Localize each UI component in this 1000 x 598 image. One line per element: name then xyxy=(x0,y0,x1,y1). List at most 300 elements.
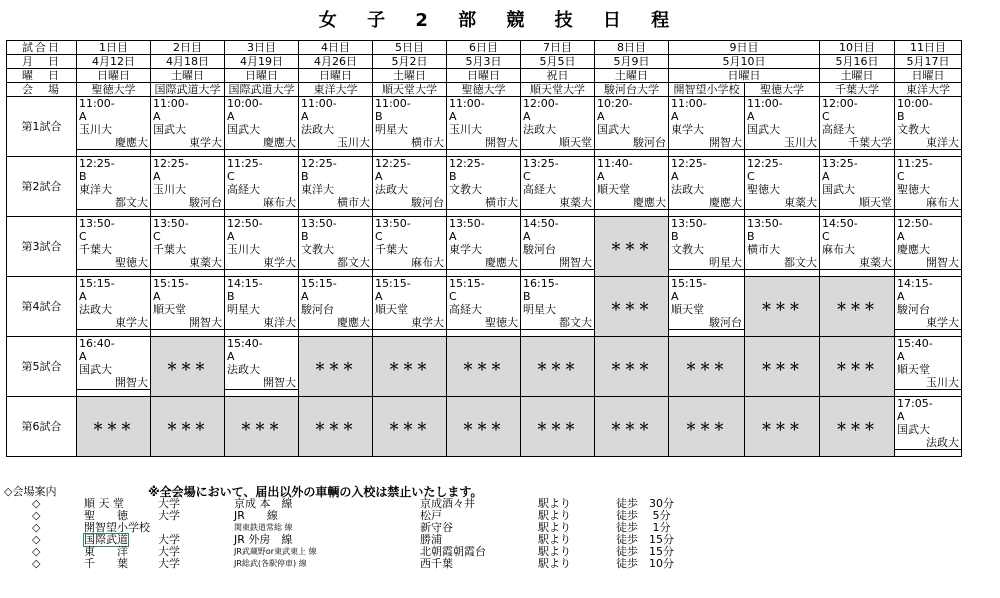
match-court: A xyxy=(375,170,383,183)
no-match-cell: ＊＊＊ xyxy=(151,337,225,397)
match-t1: 国武大 xyxy=(227,123,260,136)
weekday-cell: 日曜日 xyxy=(447,69,521,83)
no-match-cell: ＊＊＊ xyxy=(669,397,745,457)
venue-guide-mark: ◇ xyxy=(32,545,41,558)
match-cell xyxy=(225,97,299,157)
match-t1: 高経大 xyxy=(822,123,855,136)
match-day-cell: 9日目 xyxy=(669,41,820,55)
match-court: B xyxy=(301,230,309,243)
match-cell xyxy=(299,217,373,277)
match-t1: 国武大 xyxy=(822,183,855,196)
match-day-cell: 7日目 xyxy=(521,41,595,55)
match-time: 15:15- xyxy=(153,277,189,290)
match-t2: 開智大 xyxy=(895,256,961,270)
match-t2: 玉川大 xyxy=(895,376,961,390)
match-t2: 東学大 xyxy=(225,256,298,270)
date-cell: 5月10日 xyxy=(669,55,820,69)
match-cell xyxy=(77,277,151,337)
no-match-cell: ＊＊＊ xyxy=(595,337,669,397)
round-label: 第1試合 xyxy=(7,97,77,157)
venue-guide-from: 駅より xyxy=(538,533,571,546)
no-match-cell: ＊＊＊ xyxy=(299,397,373,457)
match-t1: 明星大 xyxy=(523,303,556,316)
match-cell xyxy=(521,277,595,337)
match-time: 10:00- xyxy=(227,97,263,110)
venue-guide-heading: ◇会場案内 xyxy=(4,485,57,498)
no-match-cell: ＊＊＊ xyxy=(820,337,895,397)
match-time: 12:50- xyxy=(227,217,263,230)
no-match-cell: ＊＊＊ xyxy=(820,397,895,457)
match-t1: 高経大 xyxy=(523,183,556,196)
venue-guide-walk: 徒歩 30分 xyxy=(616,497,674,510)
match-cell xyxy=(447,217,521,277)
match-time: 13:25- xyxy=(523,157,559,170)
match-time: 10:20- xyxy=(597,97,633,110)
match-cell xyxy=(373,157,447,217)
venue-guide-station: 松戸 xyxy=(420,509,442,522)
match-time: 13:50- xyxy=(747,217,783,230)
match-t2: 東学大 xyxy=(151,136,224,150)
match-cell xyxy=(151,277,225,337)
match-court: B xyxy=(449,170,457,183)
match-t1: 玉川大 xyxy=(153,183,186,196)
match-time: 11:00- xyxy=(747,97,783,110)
match-time: 13:50- xyxy=(671,217,707,230)
match-t2: 横市大 xyxy=(447,196,520,210)
match-t1: 横市大 xyxy=(747,243,780,256)
match-t1: 文教大 xyxy=(301,243,334,256)
match-t1: 聖徳大 xyxy=(897,183,930,196)
venue-guide-station: 西千葉 xyxy=(420,557,453,570)
venue-guide-line: JR 外房 線 xyxy=(234,533,293,546)
match-t2: 東薬大 xyxy=(820,256,894,270)
match-court: C xyxy=(523,170,531,183)
round-label: 第3試合 xyxy=(7,217,77,277)
match-t1: 玉川大 xyxy=(79,123,112,136)
date-cell: 5月16日 xyxy=(820,55,895,69)
match-cell xyxy=(669,277,745,337)
venue-guide-walk: 徒歩 15分 xyxy=(616,545,674,558)
match-t1: 東洋大 xyxy=(79,183,112,196)
venue-guide-from: 駅より xyxy=(538,545,571,558)
match-court: B xyxy=(747,230,755,243)
match-t2: 都文大 xyxy=(299,256,372,270)
match-t2: 慶應大 xyxy=(595,196,668,210)
match-cell xyxy=(77,97,151,157)
match-time: 16:15- xyxy=(523,277,559,290)
match-cell xyxy=(77,157,151,217)
match-time: 15:15- xyxy=(301,277,337,290)
match-court: C xyxy=(449,290,457,303)
venue-guide-station: 北朝霞朝霞台 xyxy=(420,545,486,558)
match-t1: 千葉大 xyxy=(79,243,112,256)
venue-guide-line: 関東鉄道常総 線 xyxy=(234,523,293,532)
venue-cell: 聖徳大学 xyxy=(447,83,521,97)
match-day-cell: 3日目 xyxy=(225,41,299,55)
match-court: A xyxy=(227,230,235,243)
match-court: A xyxy=(79,350,87,363)
match-t2: 開智大 xyxy=(151,316,224,330)
header-row-weekday xyxy=(7,69,962,83)
match-t1: 玉川大 xyxy=(227,243,260,256)
match-cell xyxy=(820,217,895,277)
venue-guide-mark: ◇ xyxy=(32,509,41,522)
match-time: 12:25- xyxy=(79,157,115,170)
match-cell xyxy=(447,157,521,217)
venue-cell: 東洋大学 xyxy=(895,83,962,97)
match-time: 12:00- xyxy=(523,97,559,110)
match-time: 15:15- xyxy=(671,277,707,290)
match-t2: 開智大 xyxy=(447,136,520,150)
match-t1: 順天堂 xyxy=(375,303,408,316)
match-court: A xyxy=(897,230,905,243)
date-cell: 4月18日 xyxy=(151,55,225,69)
venue-guide-line: JR総武(各駅停車) 線 xyxy=(234,559,307,568)
venue-guide-uni: 大学 xyxy=(158,533,180,546)
match-t2: 順天堂 xyxy=(521,136,594,150)
weekday-cell: 土曜日 xyxy=(595,69,669,83)
match-cell xyxy=(299,277,373,337)
weekday-cell: 日曜日 xyxy=(299,69,373,83)
no-match-cell: ＊＊＊ xyxy=(299,337,373,397)
match-cell xyxy=(669,157,745,217)
match-time: 10:00- xyxy=(897,97,933,110)
weekday-cell: 日曜日 xyxy=(225,69,299,83)
match-t2: 横市大 xyxy=(299,196,372,210)
match-court: A xyxy=(153,170,161,183)
round-row xyxy=(7,337,962,397)
match-t2: 明星大 xyxy=(669,256,744,270)
match-court: A xyxy=(597,170,605,183)
match-t1: 千葉大 xyxy=(153,243,186,256)
match-cell xyxy=(299,97,373,157)
match-t1: 順天堂 xyxy=(897,363,930,376)
no-match-cell: ＊＊＊ xyxy=(373,337,447,397)
match-t1: 聖徳大 xyxy=(747,183,780,196)
match-cell xyxy=(151,157,225,217)
match-time: 13:50- xyxy=(301,217,337,230)
match-court: A xyxy=(449,230,457,243)
match-t1: 順天堂 xyxy=(597,183,630,196)
match-t1: 高経大 xyxy=(449,303,482,316)
no-match-cell: ＊＊＊ xyxy=(669,337,745,397)
venue-guide-row xyxy=(4,558,704,570)
no-match-cell: ＊＊＊ xyxy=(745,337,820,397)
venue-cell: 順天堂大学 xyxy=(373,83,447,97)
header-label: 会 場 xyxy=(7,83,77,97)
venue-guide-mark: ◇ xyxy=(32,497,41,510)
match-t2: 横市大 xyxy=(373,136,446,150)
no-match-cell: ＊＊＊ xyxy=(595,217,669,277)
venue-guide-mark: ◇ xyxy=(32,533,41,546)
page-title: 女 子 2 部 競 技 日 程 xyxy=(318,10,682,31)
match-time: 11:00- xyxy=(301,97,337,110)
match-cell xyxy=(745,157,820,217)
match-court: B xyxy=(375,110,383,123)
match-cell xyxy=(521,157,595,217)
match-cell xyxy=(595,97,669,157)
match-t1: 麻布大 xyxy=(822,243,855,256)
match-court: A xyxy=(523,230,531,243)
match-cell xyxy=(595,157,669,217)
match-t2: 東学大 xyxy=(895,316,961,330)
date-cell: 4月12日 xyxy=(77,55,151,69)
match-time: 11:25- xyxy=(897,157,933,170)
venue-guide-name: 東 洋 xyxy=(84,545,128,558)
match-court: C xyxy=(79,230,87,243)
header-row-match-day xyxy=(7,41,962,55)
no-match-cell: ＊＊＊ xyxy=(447,337,521,397)
header-row-venue xyxy=(7,83,962,97)
date-cell: 5月17日 xyxy=(895,55,962,69)
no-match-cell: ＊＊＊ xyxy=(151,397,225,457)
match-t1: 国武大 xyxy=(897,423,930,436)
venue-guide-name: 千 葉 xyxy=(84,557,128,570)
venue-guide-name: 聖 徳 xyxy=(84,509,128,522)
match-t2: 開智大 xyxy=(225,376,298,390)
match-court: A xyxy=(747,110,755,123)
match-court: C xyxy=(822,110,830,123)
venue-guide-walk: 徒歩 15分 xyxy=(616,533,674,546)
weekday-cell: 日曜日 xyxy=(895,69,962,83)
match-cell xyxy=(745,97,820,157)
weekday-cell: 祝日 xyxy=(521,69,595,83)
match-cell xyxy=(373,277,447,337)
match-t2: 開智大 xyxy=(521,256,594,270)
match-t1: 高経大 xyxy=(227,183,260,196)
match-t2: 慶應大 xyxy=(669,196,744,210)
round-row xyxy=(7,397,962,457)
match-t1: 駿河台 xyxy=(897,303,930,316)
match-cell xyxy=(373,217,447,277)
match-court: A xyxy=(671,110,679,123)
match-t1: 法政大 xyxy=(523,123,556,136)
match-t1: 慶應大 xyxy=(897,243,930,256)
match-court: B xyxy=(523,290,531,303)
match-time: 11:00- xyxy=(671,97,707,110)
match-t2: 慶應大 xyxy=(77,136,150,150)
match-day-cell: 4日目 xyxy=(299,41,373,55)
venue-guide-mark: ◇ xyxy=(32,521,41,534)
match-t1: 東洋大 xyxy=(301,183,334,196)
schedule-table xyxy=(6,40,962,457)
vehicle-notice: ※全会場において、届出以外の車輌の入校は禁止いたします。 xyxy=(148,485,483,499)
match-court: B xyxy=(227,290,235,303)
match-time: 14:15- xyxy=(897,277,933,290)
match-t1: 明星大 xyxy=(375,123,408,136)
match-court: B xyxy=(79,170,87,183)
match-court: A xyxy=(227,350,235,363)
match-time: 12:25- xyxy=(153,157,189,170)
match-day-cell: 2日目 xyxy=(151,41,225,55)
date-cell: 5月3日 xyxy=(447,55,521,69)
match-t2: 東薬大 xyxy=(745,196,819,210)
match-cell xyxy=(895,157,962,217)
venue-guide-line: JR武蔵野or東武東上 線 xyxy=(234,547,317,556)
match-t1: 順天堂 xyxy=(153,303,186,316)
weekday-cell: 土曜日 xyxy=(373,69,447,83)
match-court: A xyxy=(597,110,605,123)
match-cell xyxy=(447,97,521,157)
round-label: 第6試合 xyxy=(7,397,77,457)
match-cell xyxy=(895,277,962,337)
match-t2: 都文大 xyxy=(745,256,819,270)
no-match-cell: ＊＊＊ xyxy=(745,277,820,337)
weekday-cell: 日曜日 xyxy=(669,69,820,83)
match-court: C xyxy=(747,170,755,183)
match-cell xyxy=(521,97,595,157)
match-time: 12:25- xyxy=(449,157,485,170)
match-court: A xyxy=(375,290,383,303)
venue-cell: 聖徳大学 xyxy=(77,83,151,97)
match-t1: 駿河台 xyxy=(301,303,334,316)
match-t2: 東学大 xyxy=(373,316,446,330)
match-court: A xyxy=(153,110,161,123)
venue-guide-mark: ◇ xyxy=(32,557,41,570)
weekday-cell: 土曜日 xyxy=(820,69,895,83)
venue-guide-walk: 徒歩 5分 xyxy=(616,509,671,522)
match-t2: 法政大 xyxy=(895,436,961,450)
match-court: A xyxy=(227,110,235,123)
match-court: A xyxy=(301,110,309,123)
match-time: 15:15- xyxy=(79,277,115,290)
match-court: A xyxy=(822,170,830,183)
venue-guide-line: JR 線 xyxy=(234,509,278,522)
venue-guide-name: 順 天 堂 xyxy=(84,497,124,510)
match-t2: 玉川大 xyxy=(299,136,372,150)
match-time: 15:40- xyxy=(227,337,263,350)
match-time: 15:40- xyxy=(897,337,933,350)
match-t2: 麻布大 xyxy=(373,256,446,270)
match-time: 12:25- xyxy=(671,157,707,170)
match-cell xyxy=(521,217,595,277)
match-court: A xyxy=(897,350,905,363)
match-t1: 千葉大 xyxy=(375,243,408,256)
venue-guide-from: 駅より xyxy=(538,557,571,570)
match-t2: 東洋大 xyxy=(225,316,298,330)
match-time: 11:00- xyxy=(153,97,189,110)
match-court: B xyxy=(897,110,905,123)
match-time: 13:50- xyxy=(449,217,485,230)
date-cell: 5月2日 xyxy=(373,55,447,69)
match-day-cell: 1日目 xyxy=(77,41,151,55)
match-t1: 法政大 xyxy=(671,183,704,196)
match-t2: 東薬大 xyxy=(521,196,594,210)
match-t1: 東学大 xyxy=(671,123,704,136)
match-t2: 東薬大 xyxy=(151,256,224,270)
match-t2: 慶應大 xyxy=(225,136,298,150)
match-time: 11:00- xyxy=(79,97,115,110)
match-time: 14:50- xyxy=(822,217,858,230)
match-cell xyxy=(820,97,895,157)
match-time: 12:00- xyxy=(822,97,858,110)
match-t1: 国武大 xyxy=(153,123,186,136)
venue-cell: 駿河台大学 xyxy=(595,83,669,97)
no-match-cell: ＊＊＊ xyxy=(521,397,595,457)
venue-cell: 順天堂大学 xyxy=(521,83,595,97)
match-t2: 都文大 xyxy=(77,196,150,210)
match-t1: 文教大 xyxy=(897,123,930,136)
venue-guide-from: 駅より xyxy=(538,521,571,534)
venue-guide-name: 開智望小学校 xyxy=(84,521,150,534)
match-t1: 玉川大 xyxy=(449,123,482,136)
match-time: 12:25- xyxy=(375,157,411,170)
date-cell: 5月9日 xyxy=(595,55,669,69)
round-row xyxy=(7,157,962,217)
header-label: 曜 日 xyxy=(7,69,77,83)
match-t2: 開智大 xyxy=(77,376,150,390)
match-court: A xyxy=(449,110,457,123)
header-label: 試合日 xyxy=(7,41,77,55)
no-match-cell: ＊＊＊ xyxy=(595,397,669,457)
match-day-cell: 5日目 xyxy=(373,41,447,55)
match-t2: 東学大 xyxy=(77,316,150,330)
venue-cell: 聖徳大学 xyxy=(745,83,820,97)
venue-guide-uni: 大学 xyxy=(158,545,180,558)
match-day-cell: 11日目 xyxy=(895,41,962,55)
match-cell xyxy=(669,97,745,157)
no-match-cell: ＊＊＊ xyxy=(225,397,299,457)
match-cell xyxy=(895,337,962,397)
venue-guide-walk: 徒歩 1分 xyxy=(616,521,671,534)
match-t1: 法政大 xyxy=(375,183,408,196)
match-cell xyxy=(895,217,962,277)
match-t2: 麻布大 xyxy=(895,196,961,210)
weekday-cell: 土曜日 xyxy=(151,69,225,83)
venue-guide-from: 駅より xyxy=(538,497,571,510)
date-cell: 4月26日 xyxy=(299,55,373,69)
match-day-cell: 10日目 xyxy=(820,41,895,55)
match-time: 15:15- xyxy=(449,277,485,290)
match-t2: 麻布大 xyxy=(225,196,298,210)
round-label: 第2試合 xyxy=(7,157,77,217)
match-t2: 都文大 xyxy=(521,316,594,330)
match-court: C xyxy=(822,230,830,243)
match-cell xyxy=(77,337,151,397)
match-t1: 順天堂 xyxy=(671,303,704,316)
weekday-cell: 日曜日 xyxy=(77,69,151,83)
match-cell xyxy=(895,397,962,457)
date-cell: 4月19日 xyxy=(225,55,299,69)
venue-cell: 国際武道大学 xyxy=(151,83,225,97)
match-court: A xyxy=(301,290,309,303)
match-court: B xyxy=(671,230,679,243)
no-match-cell: ＊＊＊ xyxy=(820,277,895,337)
match-time: 11:25- xyxy=(227,157,263,170)
match-t2: 聖徳大 xyxy=(447,316,520,330)
match-t2: 駿河台 xyxy=(373,196,446,210)
match-t2: 駿河台 xyxy=(669,316,744,330)
no-match-cell: ＊＊＊ xyxy=(373,397,447,457)
match-time: 13:25- xyxy=(822,157,858,170)
header-label: 月 日 xyxy=(7,55,77,69)
match-cell xyxy=(151,217,225,277)
match-time: 16:40- xyxy=(79,337,115,350)
no-match-cell: ＊＊＊ xyxy=(521,337,595,397)
venue-guide-station: 新守谷 xyxy=(420,521,453,534)
match-t1: 法政大 xyxy=(79,303,112,316)
match-court: C xyxy=(375,230,383,243)
match-cell xyxy=(299,157,373,217)
venue-cell: 国際武道大学 xyxy=(225,83,299,97)
match-cell xyxy=(77,217,151,277)
match-cell xyxy=(447,277,521,337)
venue-guide-uni: 大学 xyxy=(158,509,180,522)
round-row xyxy=(7,277,962,337)
match-t1: 文教大 xyxy=(671,243,704,256)
match-t1: 国武大 xyxy=(747,123,780,136)
match-court: A xyxy=(897,290,905,303)
